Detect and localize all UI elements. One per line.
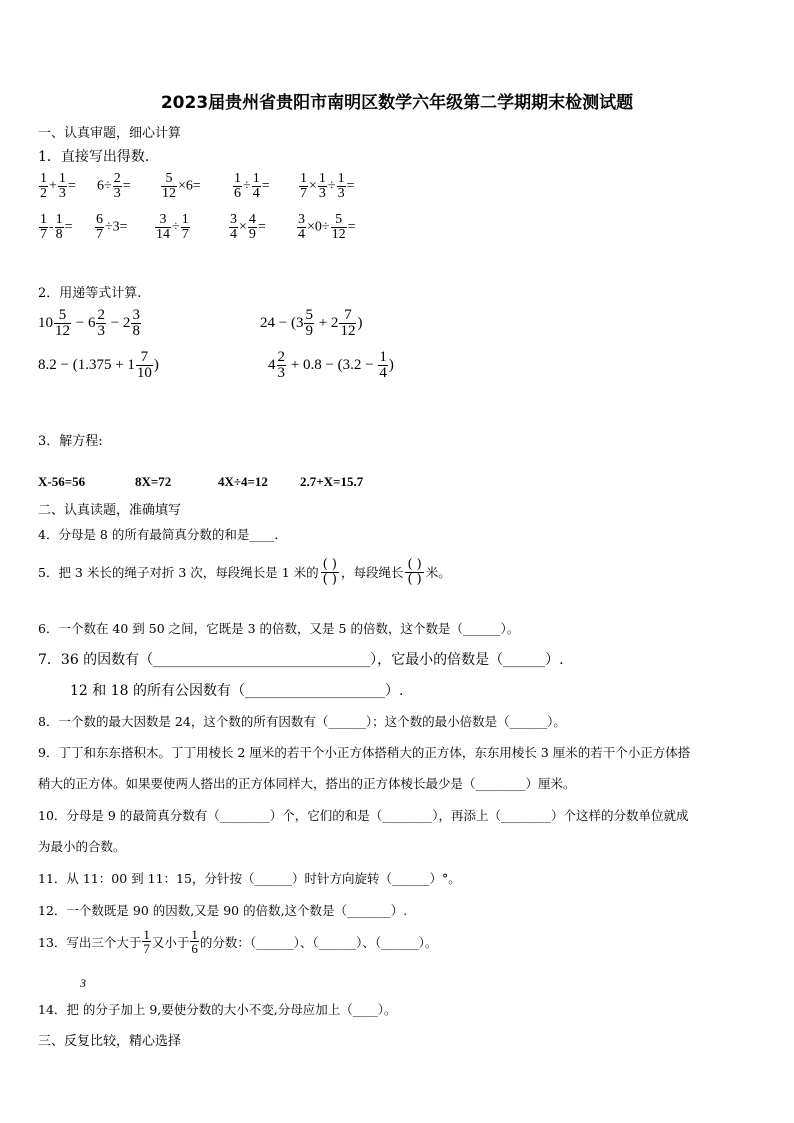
question-6: 6．一个数在 40 到 50 之间，它既是 3 的倍数，又是 5 的倍数，这个数是（______）。 bbox=[38, 621, 520, 636]
page-title: 2023届贵州省贵阳市南明区数学六年级第二学期期末检测试题 bbox=[160, 93, 634, 113]
question-10-line-2: 为最小的合数。 bbox=[38, 839, 126, 854]
q3-equation-2: 8X=72 bbox=[135, 474, 172, 489]
question-4: 4．分母是 8 的所有最简真分数的和是____． bbox=[38, 527, 287, 542]
q1-item-7: $\frac{6}{7}$ ÷3= bbox=[96, 212, 128, 242]
question-8: 8．一个数的最大因数是 24，这个数的所有因数有（______）；这个数的最小倍数是（______）。 bbox=[38, 714, 566, 729]
question-14: 14．把 的分子加上 9,要使分数的大小不变,分母应加上（____）。 bbox=[38, 1002, 397, 1017]
q1-item-9: $\frac{3}{4}$ × $\frac{4}{9}$ = bbox=[230, 212, 266, 242]
q1-item-10: $\frac{3}{4}$ ×0÷ $\frac{5}{12}$ = bbox=[298, 212, 356, 242]
question-13: 13．写出三个大于 $\frac{1}{7}$ 又小于 $\frac{1}{6}$ 的分数：（______）、（______）、（______）。 bbox=[38, 927, 438, 956]
section-heading-1: 一、认真审题，细心计算 bbox=[38, 126, 182, 141]
question-11: 11．从 11：00 到 11：15，分针按（______）时针方向旋转（______）°。 bbox=[38, 871, 461, 886]
q2-expression-2: 24 − (3 $\frac{5}{9}$ + 2 $\frac{7}{12}$ ) bbox=[260, 307, 363, 339]
q1-item-8: $\frac{3}{14}$ ÷ $\frac{1}{7}$ bbox=[156, 212, 189, 242]
q14-numerator: 3 bbox=[80, 976, 86, 990]
question-7-part-1: 7．36 的因数有（_______________________________），它最小的倍数是（______）. bbox=[38, 652, 564, 668]
question-3-label: 3．解方程: bbox=[38, 434, 103, 449]
q2-expression-1: 10 $\frac{5}{12}$ − 6 $\frac{2}{3}$ − 2 $\frac{3}{8}$ bbox=[38, 307, 140, 339]
q3-equation-4: 2.7+X=15.7 bbox=[300, 474, 364, 489]
q3-equation-1: X-56=56 bbox=[38, 474, 86, 489]
q3-equation-3: 4X÷4=12 bbox=[218, 474, 268, 489]
question-9-line-1: 9．丁丁和东东搭积木。丁丁用棱长 2 厘米的若干个小正方体搭稍大的正方体，东东用棱长 3 厘米的若干个小正方体搭 bbox=[38, 745, 691, 760]
q1-item-1: $\frac{1}{2}$ + $\frac{1}{3}$ = bbox=[40, 171, 76, 201]
q2-expression-4: 4 $\frac{2}{3}$ + 0.8 − (3.2 − $\frac{1}{4}$ ) bbox=[268, 349, 394, 381]
q5-answer-fraction-2: ( ) ( ) bbox=[407, 557, 422, 587]
q1-item-2: 6÷ $\frac{2}{3}$ = bbox=[97, 171, 131, 201]
question-12: 12．一个数既是 90 的因数,又是 90 的倍数,这个数是（_______）. bbox=[38, 903, 408, 918]
q2-expression-3: 8.2 − (1.375 + 1 $\frac{7}{10}$ ) bbox=[38, 349, 159, 381]
section-heading-2: 二、认真读题，准确填写 bbox=[38, 503, 182, 518]
q1-item-3: $\frac{5}{12}$ ×6= bbox=[162, 171, 201, 201]
q5-answer-fraction-1: ( ) ( ) bbox=[322, 557, 337, 587]
question-1-label: 1．直接写出得数． bbox=[38, 149, 159, 165]
q1-item-6: $\frac{1}{7}$ - $\frac{1}{8}$ = bbox=[40, 212, 73, 242]
q1-item-4: $\frac{1}{6}$ ÷ $\frac{1}{4}$ = bbox=[234, 171, 270, 201]
question-10-line-1: 10．分母是 9 的最简真分数有（________）个，它们的和是（________），再添上（________）个这样的分数单位就成 bbox=[38, 808, 689, 823]
question-9-line-2: 稍大的正方体。如果要使两人搭出的正方体同样大，搭出的正方体棱长最少是（________）厘米。 bbox=[38, 776, 576, 791]
q1-item-5: $\frac{1}{7}$ × $\frac{1}{3}$ ÷ $\frac{1}{3}$ = bbox=[300, 171, 355, 201]
question-2-label: 2．用递等式计算. bbox=[38, 286, 142, 301]
question-5: 5．把 3 米长的绳子对折 3 次，每段绳长是 1 米的 ( ) ( ) ，每段绳长 ( ) ( ) 米。 bbox=[38, 557, 451, 587]
section-heading-3: 三、反复比较，精心选择 bbox=[38, 1034, 182, 1049]
question-7-part-2: 12 和 18 的所有公因数有（____________________）. bbox=[70, 683, 404, 699]
